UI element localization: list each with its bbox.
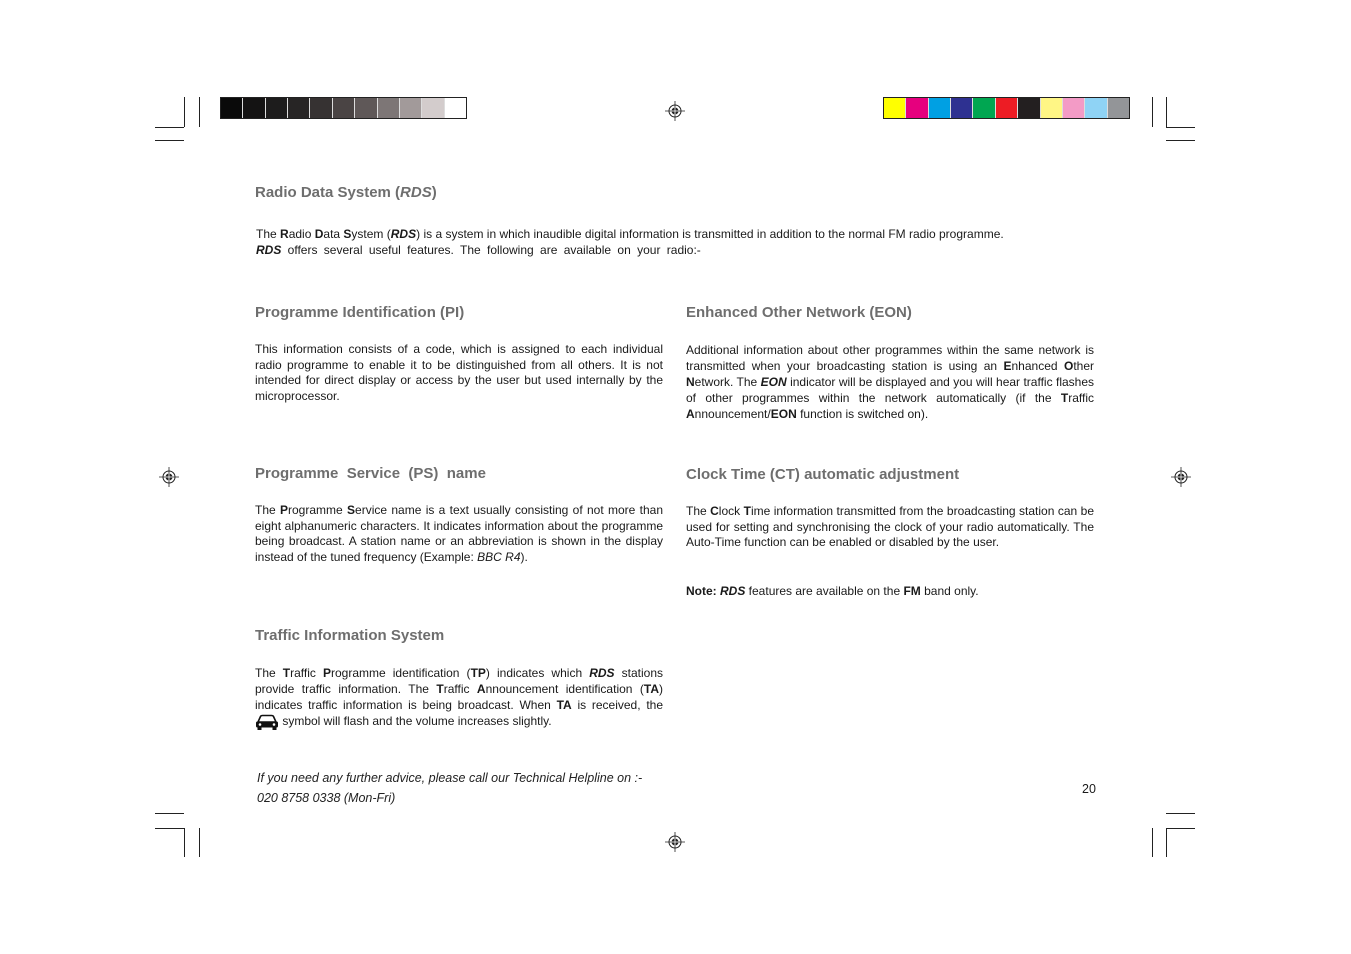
helpline-line-2: 020 8758 0338 (Mon-Fri) <box>257 791 396 805</box>
color-swatch <box>884 98 905 118</box>
text-run: stations provide traffic information. The <box>255 666 663 696</box>
text-run: EON <box>770 407 797 421</box>
pi-body: This information consists of a code, which is assigned to each individual radio programme to enable it to be distinguished from all others. It is not intended for direct display or access by the user but used internally by the microprocessor. <box>255 342 663 403</box>
tis-heading: Traffic Information System <box>255 627 445 644</box>
text-run: nhanced <box>1011 359 1064 373</box>
text-run: ) is a system in which inaudible digital information is transmitted in addition to the normal FM radio programme. <box>416 227 1004 241</box>
rds-heading <box>255 184 437 201</box>
text-run: raffic <box>290 666 323 680</box>
process-color-bar <box>883 97 1130 119</box>
text-run: lock <box>718 504 744 518</box>
text-run: E <box>1003 359 1012 373</box>
text-run: RDS <box>256 242 282 257</box>
page-number: 20 <box>1082 782 1096 796</box>
text-run: ystem ( <box>351 227 391 241</box>
ct-heading: Clock Time (CT) automatic adjustment <box>686 466 960 483</box>
car-icon <box>255 713 279 731</box>
text-run: raffic <box>1068 391 1094 405</box>
text-run: P <box>322 666 331 680</box>
color-swatch <box>221 98 242 118</box>
ct-note <box>686 584 1106 600</box>
rds-heading-suffix: ) <box>431 184 437 201</box>
tis-body <box>255 665 663 731</box>
text-run: ) indicates traffic information is being broadcast. When <box>255 682 663 712</box>
rds-heading-em: RDS <box>400 184 432 201</box>
text-run: A <box>686 407 695 421</box>
registration-mark-left-icon <box>159 467 179 487</box>
color-swatch <box>905 98 927 118</box>
color-swatch <box>928 98 950 118</box>
text-run: T <box>282 666 291 680</box>
text-run: A <box>476 682 486 696</box>
text-run: BBC R4 <box>477 549 521 564</box>
text-run: ime information transmitted from the broadcasting station can be used for setting and synchronising the clock of your radio automatically. The Auto-Time function can be enabled or disabled by the user. <box>686 504 1094 549</box>
color-swatch <box>265 98 287 118</box>
text-run: T <box>1060 391 1069 405</box>
helpline-footer <box>257 768 642 808</box>
text-run: T <box>743 504 751 518</box>
text-run: ervice name is a text usually consisting of not more than eight alphanumeric characters. It indicates information about the programme being broadcast. A station name or an abbreviation is shown in the display instead of the tuned frequency (Example: <box>255 503 663 564</box>
eon-heading: Enhanced Other Network (EON) <box>686 304 912 321</box>
color-swatch <box>995 98 1017 118</box>
color-swatch <box>1107 98 1129 118</box>
text-run: RDS <box>390 227 417 241</box>
helpline-line-1: If you need any further advice, please call our Technical Helpline on :- <box>257 771 643 785</box>
text-run: symbol will flash and the volume increases slightly. <box>279 714 552 729</box>
color-swatch <box>1017 98 1039 118</box>
color-swatch <box>972 98 994 118</box>
text-run: ata <box>323 227 344 241</box>
text-run: N <box>686 375 695 389</box>
rds-heading-prefix: Radio Data System ( <box>255 184 401 201</box>
pi-heading: Programme Identification (PI) <box>255 304 465 321</box>
ps-heading: Programme Service (PS) name <box>255 465 486 482</box>
registration-mark-top-icon <box>665 101 685 121</box>
color-swatch <box>399 98 421 118</box>
color-swatch <box>377 98 399 118</box>
text-run: ) indicates which <box>485 666 590 680</box>
text-run: features are available on the <box>745 584 904 598</box>
text-run: rogramme <box>288 503 348 517</box>
text-run: D <box>314 227 324 241</box>
text-run: offers several useful features. The following are available on your radio:- <box>281 242 701 257</box>
text-run: ). <box>520 549 528 564</box>
eon-body <box>686 342 1094 422</box>
text-run: is received, the <box>571 698 664 712</box>
text-run: O <box>1063 359 1074 373</box>
color-swatch <box>354 98 376 118</box>
text-run: The <box>686 504 711 518</box>
text-run: Additional information about other programmes within the same network is transmitted when your broadcasting station is using an <box>686 343 1094 373</box>
text-run: Note: <box>686 584 720 598</box>
text-run: TA <box>556 698 572 712</box>
text-run: R <box>280 227 289 241</box>
text-run: etwork. The <box>694 375 761 389</box>
text-run: TA <box>643 682 659 696</box>
color-swatch <box>444 98 466 118</box>
color-swatch <box>309 98 331 118</box>
text-run: indicator will be displayed and you will hear traffic flashes of other programmes within the network automatically (if the <box>686 375 1095 405</box>
color-swatch <box>287 98 309 118</box>
text-run: TP <box>470 666 486 680</box>
color-swatch <box>332 98 354 118</box>
text-run: The <box>255 503 280 517</box>
text-run: ther <box>1073 359 1094 373</box>
rds-intro <box>256 227 1096 258</box>
ct-body <box>686 504 1094 551</box>
color-swatch <box>1084 98 1106 118</box>
color-swatch <box>1040 98 1062 118</box>
text-run: C <box>710 504 719 518</box>
text-run: RDS <box>720 584 746 598</box>
text-run: function is switched on). <box>796 407 929 421</box>
text-run: FM <box>903 584 921 598</box>
registration-mark-right-icon <box>1171 467 1191 487</box>
text-run: raffic <box>443 682 477 696</box>
text-run: The <box>255 666 283 680</box>
text-run: P <box>280 503 289 517</box>
text-run: adio <box>288 227 315 241</box>
color-swatch <box>242 98 264 118</box>
text-run: band only. <box>920 584 979 598</box>
text-run: S <box>343 227 352 241</box>
text-run: nnouncement/ <box>694 407 771 421</box>
text-run: nnouncement identification ( <box>485 682 644 696</box>
text-run: T <box>436 682 444 696</box>
text-run: EON <box>760 375 787 389</box>
color-swatch <box>950 98 972 118</box>
registration-mark-bottom-icon <box>665 832 685 852</box>
ps-body <box>255 503 663 565</box>
color-swatch <box>1062 98 1084 118</box>
text-run: rogramme identification ( <box>331 666 471 680</box>
grayscale-color-bar <box>220 97 467 119</box>
color-swatch <box>421 98 443 118</box>
text-run: The <box>256 227 281 241</box>
text-run: RDS <box>589 666 615 680</box>
text-run: S <box>347 503 356 517</box>
